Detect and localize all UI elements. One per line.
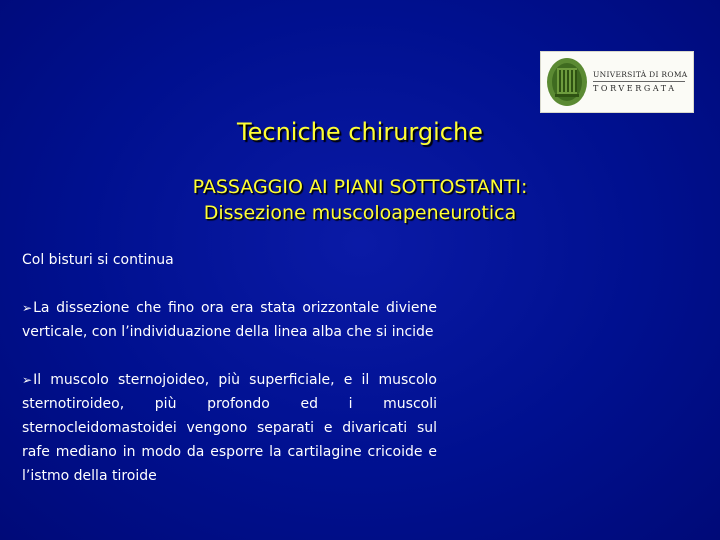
bullet-item (22, 296, 437, 344)
logo-university-name: UNIVERSITÀ DI ROMA (593, 70, 688, 79)
intro-text: Col bisturi si continua (22, 252, 174, 268)
university-logo (540, 51, 694, 113)
subtitle-line-2: Dissezione muscoloapeneurotica (203, 202, 517, 224)
logo-divider (593, 81, 685, 82)
logo-campus-name: TORVERGATA (593, 84, 677, 93)
university-emblem-icon (545, 56, 589, 108)
bullet-item (22, 368, 437, 488)
bullet-text: La dissezione che fino ora era stata orizzontale diviene verticale, con l’individuazione della linea alba che si incide (22, 300, 437, 340)
spacer (22, 272, 437, 296)
subtitle-line-1: PASSAGGIO AI PIANI SOTTOSTANTI: (192, 176, 528, 198)
arrow-bullet-icon: ➢ (22, 301, 33, 315)
spacer (22, 344, 437, 368)
slide-body (22, 248, 437, 488)
slide-subtitle (40, 174, 680, 226)
slide-title: Tecniche chirurgiche (237, 118, 483, 146)
bullet-text: Il muscolo sternojoideo, più superficiale, e il muscolo sternotiroideo, più profondo ed i muscoli sternocleidomastoidei vengono separati e divaricati sul rafe mediano in modo da esporre la cartilagine cricoide e l’istmo della tiroide (22, 372, 437, 484)
arrow-bullet-icon: ➢ (22, 373, 33, 387)
